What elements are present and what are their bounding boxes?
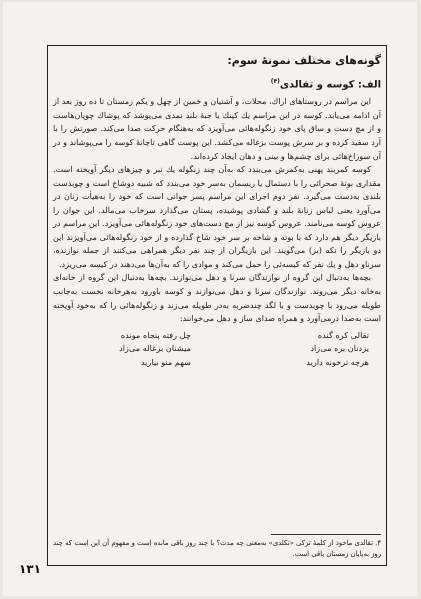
- footnote-divider: [271, 534, 381, 535]
- verse-column-right: [249, 329, 369, 370]
- book-page: [3, 2, 417, 596]
- paragraph-1: این مراسم در روستاهای اراك، محلات، و آشتیان و خمین از چهل و یکم زمستان تا ده روز بعد از آن ادامه می‌یابد. کوسه در این مراسم یك کپنك یا جبهٔ بلند نمدی می‌پوشد که پوشاك چوپان‌هاست و از مچ دست و ساق پای خود زنگوله‌هائی می‌آویزد که به‌هنگام حرکت صدا می‌کند. صورتش را با آرد سفید کرده و بر سرش پوست بزغاله می‌کشد. این پوست گاهی تاچانهٔ کوسه را می‌پوشاند و در آن سوراخ‌هائی برای چشم‌ها و بینی و دهان ایجاد کرده‌اند.: [53, 96, 381, 161]
- paragraph-3: بچه‌ها به‌دنبال این گروه از نوازندگان سرنا و دهل می‌نوازند. بچه‌ها به‌دنبال این گروه از خانه‌ای به‌خانه دیگر می‌روند. نوازندگان سرنا و دهل می‌نوازند و کوسه باورود به‌هرخانه نخست به‌جانب طویله می‌رود با چوبدست و با لگد چندضربه به‌در طویله می‌زند و زنگوله‌هائی را که به‌خود آویخته است به‌صدا درمی‌آورد و همراه صدای ساز و دهل می‌خوانند:: [53, 272, 381, 324]
- verse-line: یزدنان بره می‌زاد: [310, 343, 369, 354]
- subsection-title: الف: کوسه و تقالدی: [279, 79, 381, 91]
- verse-column-left: [61, 329, 191, 370]
- verse-line: تقالی کره گنده: [317, 329, 369, 340]
- footnote-marker: (۴): [270, 78, 280, 85]
- verse-line: میشنان بزغاله می‌زاد: [119, 343, 191, 354]
- subsection-heading: [53, 74, 381, 93]
- footnote: ۴. تقالدی ماخوذ از کلمهٔ ترکی «تکلدی» به‌معنی چه مدت؟ با چند روز باقی مانده است و مفهوم آن این است که چند روز به‌پایان زمستان باقی است.: [53, 539, 381, 558]
- paragraph-2: کوسه کمربند پهنی به‌کمرش می‌بندد که به‌آن چند زنگوله یك تبر و چیزهای دیگر آویخته است. مقداری بوتهٔ صحرائی را با دستمال یا ریسمان به‌سر خود می‌بندد که شبیه دوشاخ است و چوبدست بلندی به‌دست می‌گیرد. نفر دوم اجرای این مراسم پسر جوانی است که خود را به‌هیأت زنان در می‌آورد یعنی لباس زنانهٔ بلند و گشادی پوشیده، پستان می‌گذارد سرخاب می‌مالد. این جوان را عروس کوسه می‌نامند. عروس کوسه نیز از مچ دست‌های خود زنگوله‌هائی می‌آویزد. این مراسم در بازیگر دیگر هم دارد که با بوته و شاخه بر سر خود شاخ گذارده و از خود زنگوله‌هائی می‌آویزند این دو بازیگر را تکه (بز) می‌گویند. این بازیگران از چند نفر دیگر همراهی می‌کنند از جمله نوازنده، سرناو دهل و یك نفر که کیسه‌ئی را حمل می‌کند و موادی را که به‌آن‌ها می‌دهند در کیسه می‌ریزد.: [53, 164, 381, 269]
- verse-line: چل رفته پنجاه مونده: [120, 329, 191, 340]
- verse-line: سهم منو بیارید: [140, 356, 191, 367]
- page-content: [53, 52, 381, 558]
- section-heading: گونه‌های مختلف نمونهٔ سوم:: [227, 54, 381, 67]
- page-number: ۱۳۱: [19, 562, 41, 576]
- verse-line: هرچه ترخونه دارید: [306, 356, 369, 367]
- song-verses: [53, 329, 381, 383]
